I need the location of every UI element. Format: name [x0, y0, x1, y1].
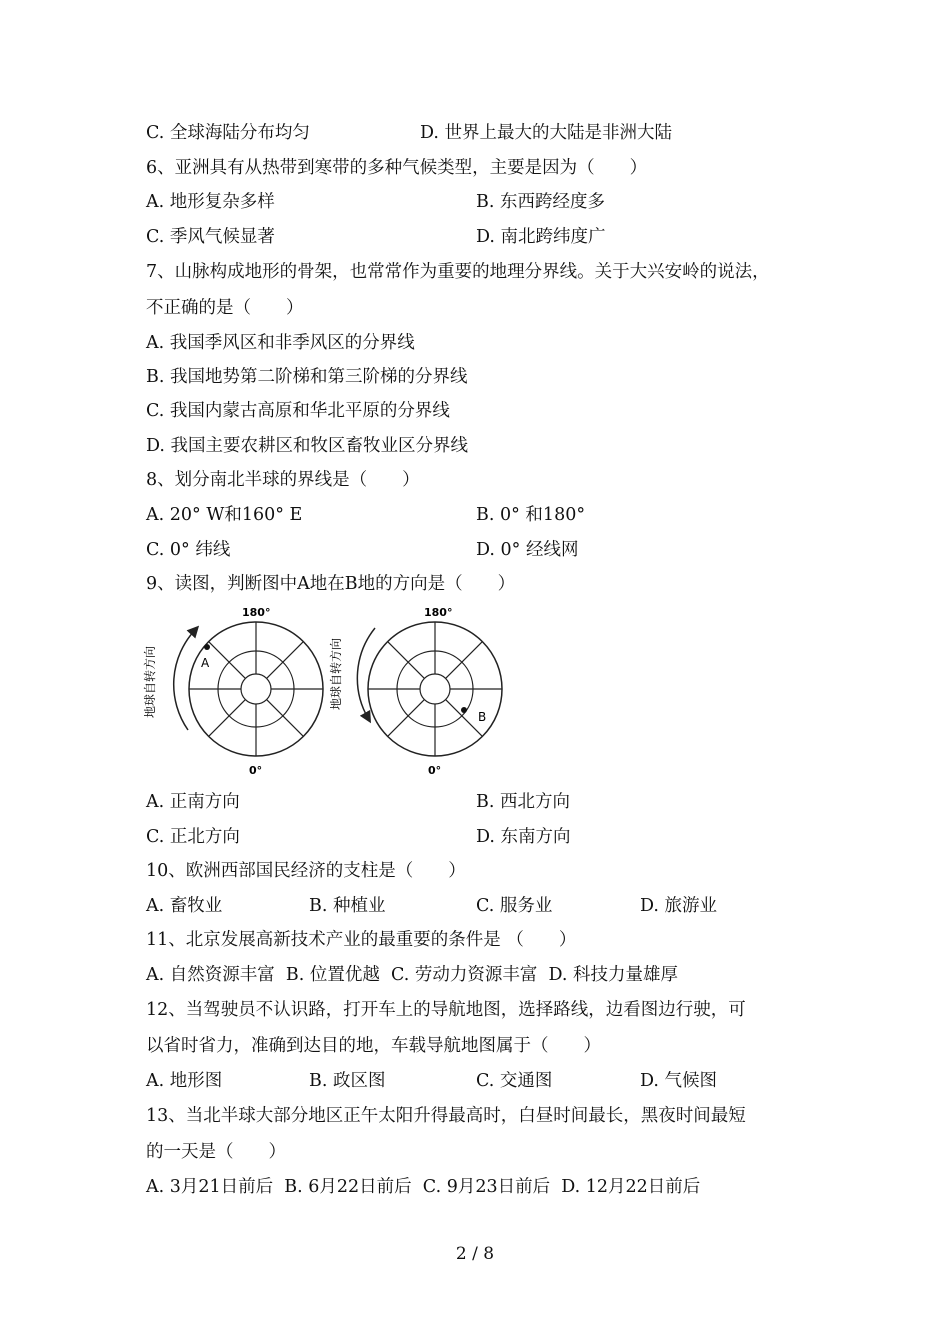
- q12-option-b: B. 政区图: [309, 1071, 386, 1091]
- q7-stem-line2: 不正确的是（ ）: [146, 298, 304, 318]
- q12-option-a: A. 地形图: [146, 1071, 223, 1091]
- q6-option-a: A. 地形复杂多样: [146, 192, 275, 212]
- q6-option-c: C. 季风气候显著: [146, 227, 275, 247]
- q5-option-d: D. 世界上最大的大陆是非洲大陆: [420, 123, 673, 143]
- right-polar-diagram: [328, 606, 502, 777]
- q10-option-b: B. 种植业: [309, 896, 386, 916]
- q8-option-a: A. 20° W和160° E: [146, 505, 303, 525]
- rotation-label-left: 地球自转方向: [143, 645, 157, 718]
- q8-stem: 8、划分南北半球的界线是（ ）: [146, 470, 420, 490]
- label-0-left: 0°: [249, 764, 263, 777]
- q6-option-d: D. 南北跨纬度广: [476, 227, 606, 247]
- q10-option-c: C. 服务业: [476, 896, 553, 916]
- q7-stem-line1: 7、山脉构成地形的骨架，也常常作为重要的地理分界线。关于大兴安岭的说法，: [146, 262, 770, 282]
- rotation-arrow-left: [174, 630, 195, 730]
- point-b-label: B: [478, 710, 487, 724]
- label-180-right: 180°: [424, 606, 453, 619]
- q8-option-d: D. 0° 经线网: [476, 540, 579, 560]
- q6-option-b: B. 东西跨经度多: [476, 192, 605, 212]
- point-a-marker: [204, 644, 210, 650]
- q11-stem: 11、北京发展高新技术产业的最重要的条件是 （ ）: [146, 930, 577, 950]
- q9-option-d: D. 东南方向: [476, 827, 571, 847]
- q12-stem-line2: 以省时省力，准确到达目的地，车载导航地图属于（ ）: [146, 1036, 601, 1056]
- q7-option-c: C. 我国内蒙古高原和华北平原的分界线: [146, 401, 450, 421]
- rotation-label-right: 地球自转方向: [329, 637, 343, 710]
- q9-option-a: A. 正南方向: [146, 792, 240, 812]
- point-a-label: A: [201, 656, 210, 670]
- rotation-arrow-right: [357, 628, 375, 718]
- q7-option-b: B. 我国地势第二阶梯和第三阶梯的分界线: [146, 367, 468, 387]
- q9-option-b: B. 西北方向: [476, 792, 570, 812]
- q9-option-c: C. 正北方向: [146, 827, 240, 847]
- q13-stem-line2: 的一天是（ ）: [146, 1142, 286, 1162]
- q6-stem: 6、亚洲具有从热带到寒带的多种气候类型，主要是因为（ ）: [146, 158, 648, 178]
- q7-option-d: D. 我国主要农耕区和牧区畜牧业区分界线: [146, 436, 469, 456]
- q10-option-d: D. 旅游业: [640, 896, 718, 916]
- point-b-marker: [461, 707, 467, 713]
- label-180-left: 180°: [242, 606, 271, 619]
- page-number: 2 / 8: [455, 1244, 495, 1264]
- q13-stem-line1: 13、当北半球大部分地区正午太阳升得最高时，白昼时间最长，黑夜时间最短: [146, 1106, 746, 1126]
- q11-options: A. 自然资源丰富 B. 位置优越 C. 劳动力资源丰富 D. 科技力量雄厚: [146, 965, 679, 985]
- q10-option-a: A. 畜牧业: [146, 896, 223, 916]
- q9-stem: 9、读图，判断图中A地在B地的方向是（ ）: [146, 574, 516, 594]
- q8-option-b: B. 0° 和180°: [476, 505, 586, 525]
- q8-option-c: C. 0° 纬线: [146, 540, 231, 560]
- label-0-right: 0°: [428, 764, 442, 777]
- q13-options: A. 3月21日前后 B. 6月22日前后 C. 9月23日前后 D. 12月22日前后: [146, 1177, 701, 1197]
- q12-option-d: D. 气候图: [640, 1071, 718, 1091]
- q12-option-c: C. 交通图: [476, 1071, 553, 1091]
- left-polar-diagram: [142, 606, 323, 777]
- q10-stem: 10、欧洲西部国民经济的支柱是（ ）: [146, 861, 466, 881]
- q9-polar-figure: [140, 600, 520, 784]
- q5-option-c: C. 全球海陆分布均匀: [146, 123, 310, 143]
- q7-option-a: A. 我国季风区和非季风区的分界线: [146, 333, 415, 353]
- q12-stem-line1: 12、当驾驶员不认识路，打开车上的导航地图，选择路线，边看图边行驶，可: [146, 1000, 746, 1020]
